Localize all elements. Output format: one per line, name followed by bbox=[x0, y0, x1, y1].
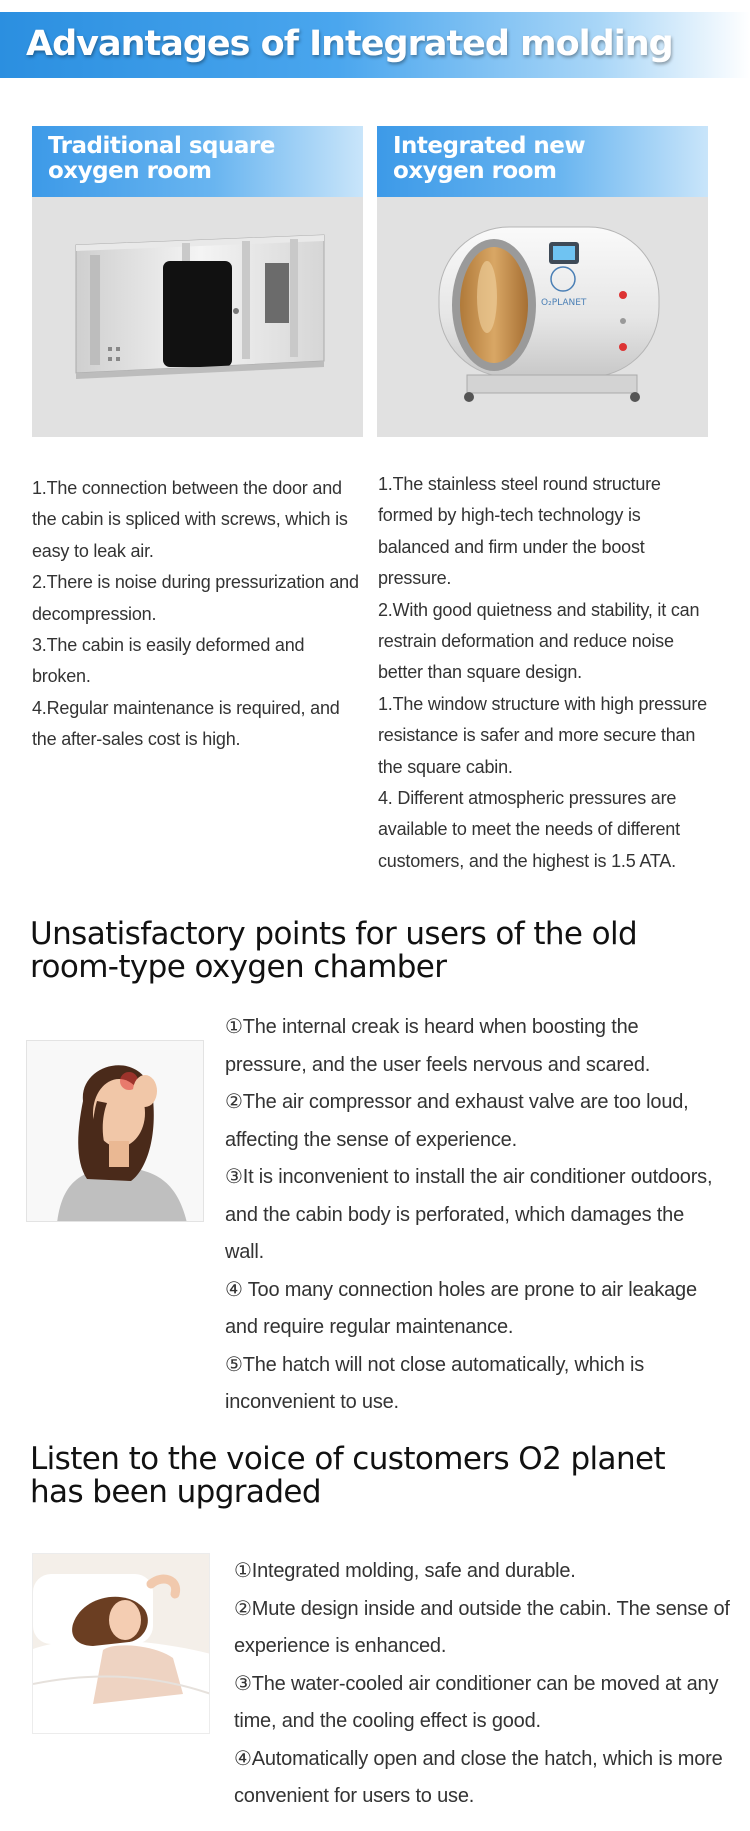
list-item: ③The water-cooled air conditioner can be moved at any time, and the cooling effect is good. bbox=[234, 1672, 719, 1732]
square-chamber-image bbox=[32, 197, 363, 437]
list-item: 1.The stainless steel round structure formed by high-tech technology is balanced and firm under the boost pressure. bbox=[378, 474, 661, 589]
integrated-room-points bbox=[378, 469, 708, 877]
section-title-upgraded: Listen to the voice of customers O2 planet has been upgraded bbox=[30, 1441, 666, 1510]
traditional-room-points bbox=[32, 473, 364, 756]
list-item: 1.The window structure with high pressure resistance is safer and more secure than the square cabin. bbox=[378, 693, 707, 777]
upgrade-benefits-list bbox=[234, 1553, 734, 1816]
list-item: ③It is inconvenient to install the air conditioner outdoors, and the cabin body is perforated, which damages the wall. bbox=[225, 1166, 713, 1263]
traditional-room-title: Traditional square oxygen room bbox=[32, 126, 363, 197]
woman-sleeping-photo bbox=[32, 1553, 210, 1734]
list-item: ①The internal creak is heard when boosting the pressure, and the user feels nervous and scared. bbox=[225, 1016, 651, 1076]
list-item: 3.The cabin is easily deformed and broken. bbox=[32, 635, 305, 687]
list-item: ①Integrated molding, safe and durable. bbox=[234, 1560, 576, 1582]
list-item: ②The air compressor and exhaust valve are too loud, affecting the sense of experience. bbox=[225, 1091, 689, 1151]
list-item: ⑤The hatch will not close automatically, which is inconvenient to use. bbox=[225, 1353, 645, 1413]
list-item: 2.There is noise during pressurization and decompression. bbox=[32, 572, 359, 624]
list-item: ④ Too many connection holes are prone to air leakage and require regular maintenance. bbox=[225, 1278, 697, 1338]
round-chamber-image bbox=[377, 197, 708, 437]
traditional-room-card bbox=[32, 126, 363, 437]
banner-title: Advantages of Integrated molding bbox=[26, 24, 673, 64]
woman-headache-photo bbox=[26, 1040, 204, 1222]
old-chamber-issues-list bbox=[225, 1009, 725, 1422]
section-title-old-chamber: Unsatisfactory points for users of the old room-type oxygen chamber bbox=[30, 916, 638, 985]
list-item: 1.The connection between the door and the cabin is spliced with screws, which is easy to leak air. bbox=[32, 478, 348, 561]
chamber-brand-logo: O₂PLANET bbox=[541, 298, 587, 308]
list-item: 2.With good quietness and stability, it can restrain deformation and reduce noise better than square design. bbox=[378, 599, 700, 683]
header-banner bbox=[0, 12, 750, 78]
list-item: ②Mute design inside and outside the cabin. The sense of experience is enhanced. bbox=[234, 1597, 730, 1657]
list-item: ④Automatically open and close the hatch, which is more convenient for users to use. bbox=[234, 1747, 723, 1807]
integrated-room-card bbox=[377, 126, 708, 437]
list-item: 4.Regular maintenance is required, and the after-sales cost is high. bbox=[32, 697, 340, 750]
list-item: 4. Different atmospheric pressures are available to meet the needs of different customers, and the highest is 1.5 ATA. bbox=[378, 788, 680, 871]
integrated-room-title: Integrated new oxygen room bbox=[377, 126, 708, 197]
